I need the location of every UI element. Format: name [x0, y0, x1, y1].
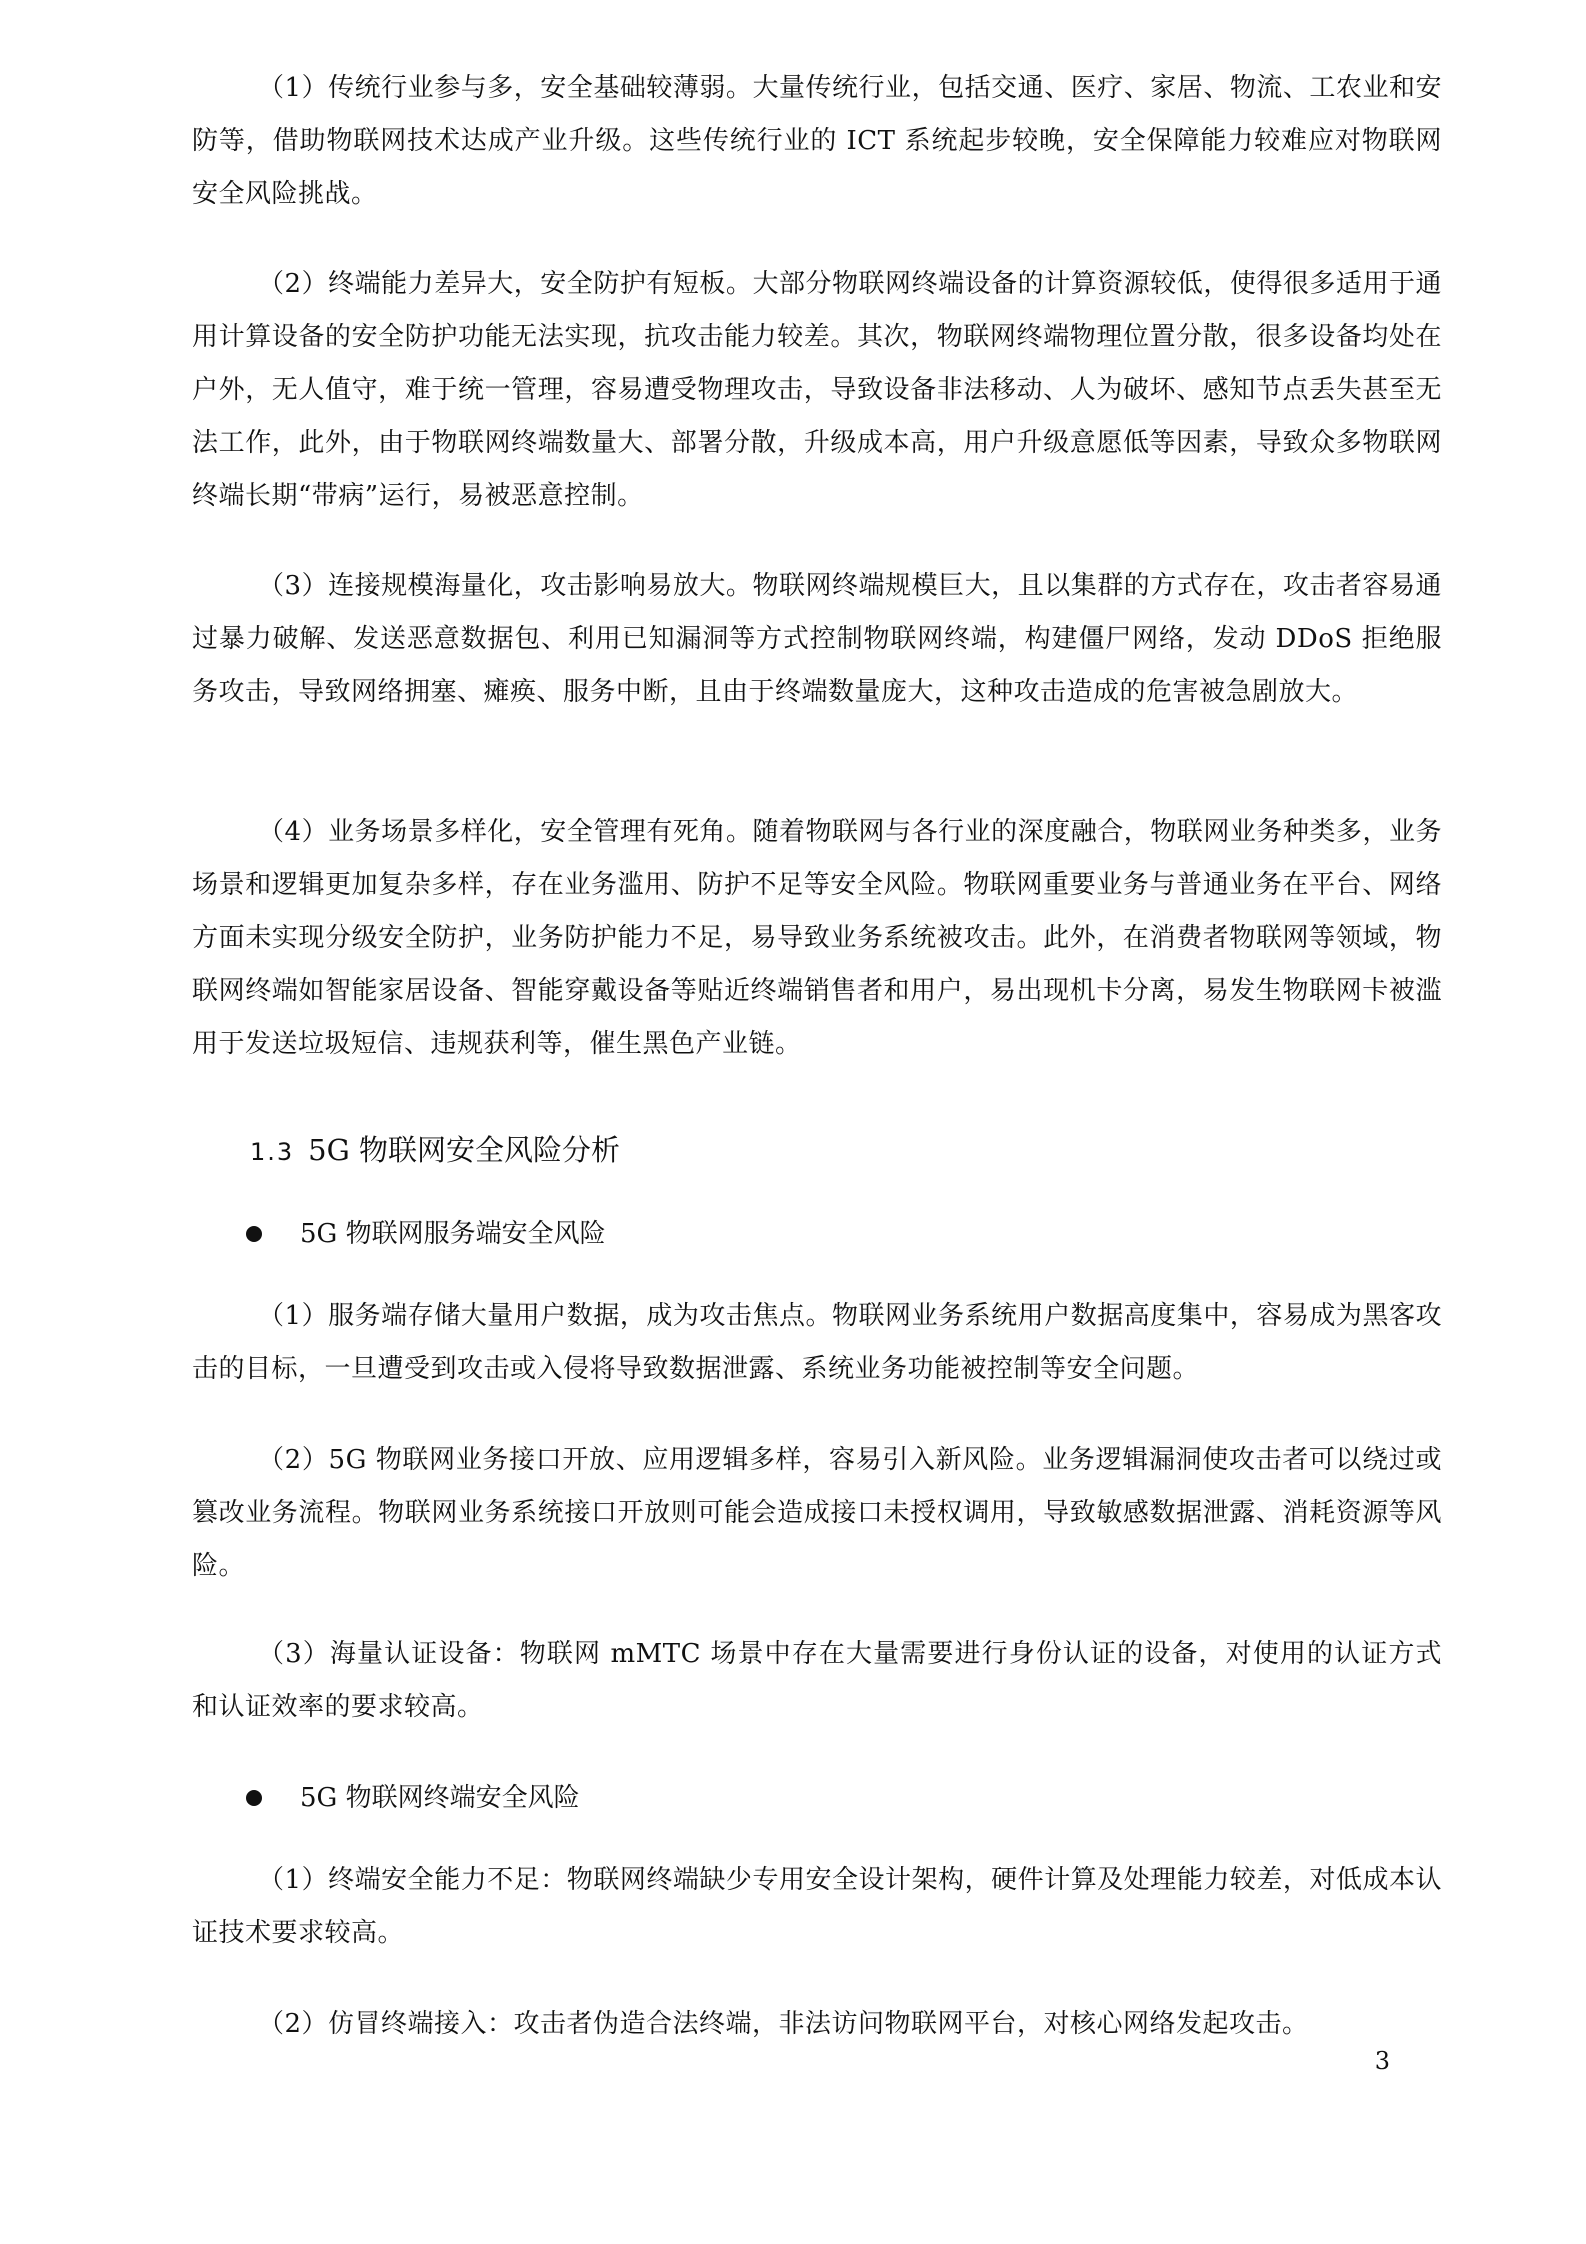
paragraph-terminal-spoofing: （2）仿冒终端接入：攻击者伪造合法终端，非法访问物联网平台，对核心网络发起攻击。	[258, 2009, 1309, 2039]
page-number: 3	[1374, 2047, 1390, 2075]
paragraph-connection-scale: （3）连接规模海量化，攻击影响易放大。物联网终端规模巨大，且以集群的方式存在，攻击者容易通过暴力破解、发送恶意数据包、利用已知漏洞等方式控制物联网终端，构建僵尸网络，发动 DDoS 拒绝服务攻击，导致网络拥塞、瘫痪、服务中断，且由于终端数量庞大，这种攻击造成的危害被急剧放大。	[192, 571, 1442, 707]
bullet-label: 5G 物联网终端安全风险	[300, 1783, 580, 1813]
paragraph-server-data-focus: （1）服务端存储大量用户数据，成为攻击焦点。物联网业务系统用户数据高度集中，容易成为黑客攻击的目标，一旦遭受到攻击或入侵将导致数据泄露、系统业务功能被控制等安全问题。	[192, 1301, 1442, 1384]
bullet-terminal-risks	[246, 1778, 580, 1818]
paragraph-business-scenarios: （4）业务场景多样化，安全管理有死角。随着物联网与各行业的深度融合，物联网业务种类多，业务场景和逻辑更加复杂多样，存在业务滥用、防护不足等安全风险。物联网重要业务与普通业务在平台、网络方面未实现分级安全防护，业务防护能力不足，易导致业务系统被攻击。此外，在消费者物联网等领域，物联网终端如智能家居设备、智能穿戴设备等贴近终端销售者和用户，易出现机卡分离，易发生物联网卡被滥用于发送垃圾短信、违规获利等，催生黑色产业链。	[192, 817, 1442, 1059]
section-title: 5G 物联网安全风险分析	[308, 1133, 621, 1167]
bullet-dot-icon	[246, 1790, 262, 1806]
paragraph-server-open-interfaces: （2）5G 物联网业务接口开放、应用逻辑多样，容易引入新风险。业务逻辑漏洞使攻击者可以绕过或篡改业务流程。物联网业务系统接口开放则可能会造成接口未授权调用，导致敏感数据泄露、消耗资源等风险。	[192, 1445, 1442, 1581]
section-number: 1.3	[250, 1138, 295, 1166]
section-heading	[250, 1130, 620, 1172]
paragraph-terminal-capability: （2）终端能力差异大，安全防护有短板。大部分物联网终端设备的计算资源较低，使得很多适用于通用计算设备的安全防护功能无法实现，抗攻击能力较差。其次，物联网终端物理位置分散，很多设备均处在户外，无人值守，难于统一管理，容易遭受物理攻击，导致设备非法移动、人为破坏、感知节点丢失甚至无法工作，此外，由于物联网终端数量大、部署分散，升级成本高，用户升级意愿低等因素，导致众多物联网终端长期“带病”运行，易被恶意控制。	[192, 269, 1442, 511]
paragraph-server-mass-auth: （3）海量认证设备：物联网 mMTC 场景中存在大量需要进行身份认证的设备，对使用的认证方式和认证效率的要求较高。	[192, 1639, 1442, 1722]
bullet-dot-icon	[246, 1226, 262, 1242]
bullet-label: 5G 物联网服务端安全风险	[300, 1219, 606, 1249]
paragraph-terminal-security-capability: （1）终端安全能力不足：物联网终端缺少专用安全设计架构，硬件计算及处理能力较差，对低成本认证技术要求较高。	[192, 1865, 1442, 1948]
bullet-server-risks	[246, 1214, 606, 1254]
paragraph-traditional-industry: （1）传统行业参与多，安全基础较薄弱。大量传统行业，包括交通、医疗、家居、物流、工农业和安防等，借助物联网技术达成产业升级。这些传统行业的 ICT 系统起步较晚，安全保障能力较难应对物联网安全风险挑战。	[192, 73, 1442, 209]
